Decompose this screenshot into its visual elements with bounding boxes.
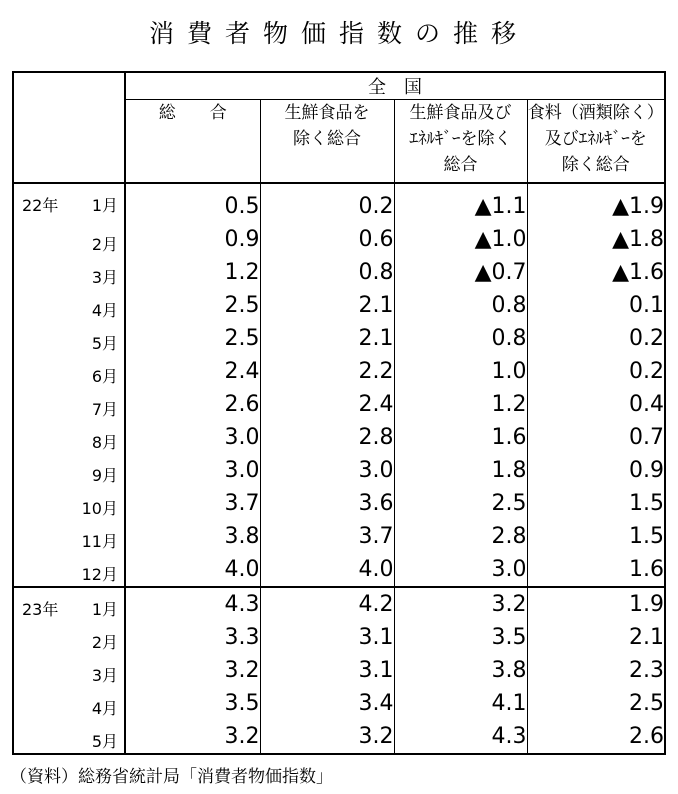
value-cell: 3.8: [125, 520, 260, 553]
value-cell: 0.7: [527, 421, 665, 454]
value-cell: 2.5: [527, 687, 665, 720]
value-cell: 3.2: [125, 720, 260, 754]
value-cell: 0.2: [260, 183, 394, 223]
month-label: 1月: [91, 196, 118, 215]
row-label: [13, 454, 125, 487]
value-cell: 4.3: [394, 720, 527, 754]
row-label: [13, 687, 125, 720]
region-header: 全 国: [125, 72, 665, 100]
column-header-line: 食料（酒類除く）: [527, 103, 664, 123]
value-cell: 0.2: [527, 355, 665, 388]
value-cell: 3.2: [125, 654, 260, 687]
month-label: 11月: [81, 532, 118, 551]
table-row: [13, 553, 665, 587]
cpi-table: [12, 71, 666, 755]
value-cell: ▲1.8: [527, 223, 665, 256]
value-cell: 4.3: [125, 587, 260, 621]
month-label: 7月: [91, 400, 118, 419]
value-cell: ▲1.0: [394, 223, 527, 256]
row-label: [13, 487, 125, 520]
month-label: 3月: [91, 666, 118, 685]
row-label: [13, 223, 125, 256]
row-label: [13, 654, 125, 687]
column-header-line: ｴﾈﾙｷﾞｰを除く: [409, 129, 512, 149]
value-cell: ▲1.9: [527, 183, 665, 223]
month-label: 4月: [91, 699, 118, 718]
value-cell: 3.2: [394, 587, 527, 621]
row-label: [13, 355, 125, 388]
value-cell: 0.9: [527, 454, 665, 487]
value-cell: 2.5: [125, 289, 260, 322]
value-cell: 0.5: [125, 183, 260, 223]
row-label: [13, 520, 125, 553]
table-row: [13, 720, 665, 754]
table-row: [13, 388, 665, 421]
value-cell: 3.7: [125, 487, 260, 520]
value-cell: ▲0.7: [394, 256, 527, 289]
column-header-line: 生鮮食品及び: [409, 103, 512, 123]
value-cell: 0.4: [527, 388, 665, 421]
month-label: 12月: [81, 565, 118, 584]
value-cell: 3.0: [125, 421, 260, 454]
value-cell: 1.5: [527, 487, 665, 520]
value-cell: 2.4: [260, 388, 394, 421]
table-row: [13, 355, 665, 388]
value-cell: 1.5: [527, 520, 665, 553]
value-cell: 4.1: [394, 687, 527, 720]
value-cell: 2.4: [125, 355, 260, 388]
value-cell: 3.6: [260, 487, 394, 520]
value-cell: 2.6: [125, 388, 260, 421]
month-label: 2月: [91, 633, 118, 652]
value-cell: 3.3: [125, 621, 260, 654]
column-header-line: 総合: [443, 155, 478, 175]
table-row: [13, 421, 665, 454]
value-cell: 1.6: [394, 421, 527, 454]
value-cell: 4.0: [125, 553, 260, 587]
row-label: [13, 322, 125, 355]
value-cell: 3.1: [260, 621, 394, 654]
source-note: （資料）総務省統計局「消費者物価指数」: [10, 767, 333, 787]
row-label: [13, 256, 125, 289]
table-row: [13, 520, 665, 553]
value-cell: ▲1.1: [394, 183, 527, 223]
value-cell: 2.8: [260, 421, 394, 454]
value-cell: 4.2: [260, 587, 394, 621]
value-cell: 2.1: [527, 621, 665, 654]
value-cell: 3.1: [260, 654, 394, 687]
column-header-1: [125, 100, 260, 184]
value-cell: 3.4: [260, 687, 394, 720]
table-row: [13, 322, 665, 355]
value-cell: 3.0: [125, 454, 260, 487]
column-header-line: 及びｴﾈﾙｷﾞｰを: [544, 129, 647, 149]
value-cell: 1.2: [394, 388, 527, 421]
month-label: 10月: [81, 499, 118, 518]
value-cell: 0.8: [260, 256, 394, 289]
value-cell: 0.8: [394, 322, 527, 355]
value-cell: 0.1: [527, 289, 665, 322]
row-label: [13, 553, 125, 587]
value-cell: 0.6: [260, 223, 394, 256]
value-cell: 4.0: [260, 553, 394, 587]
month-label: 3月: [91, 268, 118, 287]
month-label: 5月: [91, 334, 118, 353]
table-row: [13, 256, 665, 289]
table-row: [13, 454, 665, 487]
value-cell: 3.2: [260, 720, 394, 754]
table-row: [13, 223, 665, 256]
row-label: [13, 289, 125, 322]
row-label: [13, 421, 125, 454]
value-cell: 0.8: [394, 289, 527, 322]
value-cell: 3.5: [394, 621, 527, 654]
value-cell: 2.5: [125, 322, 260, 355]
value-cell: ▲1.6: [527, 256, 665, 289]
value-cell: 2.2: [260, 355, 394, 388]
month-label: 1月: [91, 600, 118, 619]
header-stub-cell: [13, 72, 125, 183]
table-row: [13, 687, 665, 720]
column-header-2: [260, 100, 394, 184]
column-header-line: 生鮮食品を: [284, 103, 370, 123]
value-cell: 2.6: [527, 720, 665, 754]
value-cell: 1.2: [125, 256, 260, 289]
year-label: 22年: [22, 196, 59, 215]
value-cell: 2.3: [527, 654, 665, 687]
value-cell: 3.7: [260, 520, 394, 553]
month-label: 4月: [91, 301, 118, 320]
value-cell: 1.6: [527, 553, 665, 587]
table-row: [13, 289, 665, 322]
table-row: [13, 587, 665, 621]
month-label: 5月: [91, 732, 118, 751]
value-cell: 3.0: [394, 553, 527, 587]
column-header-4: [527, 100, 665, 184]
column-header-3: [394, 100, 527, 184]
table-row: [13, 621, 665, 654]
value-cell: 2.1: [260, 322, 394, 355]
month-label: 9月: [91, 466, 118, 485]
month-label: 2月: [91, 235, 118, 254]
column-header-line: 除く総合: [293, 129, 361, 149]
column-header-line: 除く総合: [561, 155, 630, 175]
value-cell: 3.8: [394, 654, 527, 687]
table-row: [13, 487, 665, 520]
value-cell: 2.1: [260, 289, 394, 322]
value-cell: 3.5: [125, 687, 260, 720]
row-label: [13, 720, 125, 754]
table-row: [13, 183, 665, 223]
page-title: 消費者物価指数の推移: [148, 19, 529, 48]
row-label: [13, 183, 125, 223]
month-label: 8月: [91, 433, 118, 452]
value-cell: 1.9: [527, 587, 665, 621]
month-label: 6月: [91, 367, 118, 386]
value-cell: 0.2: [527, 322, 665, 355]
value-cell: 1.8: [394, 454, 527, 487]
table-row: [13, 654, 665, 687]
value-cell: 2.5: [394, 487, 527, 520]
row-label: [13, 621, 125, 654]
year-label: 23年: [22, 600, 59, 619]
value-cell: 2.8: [394, 520, 527, 553]
value-cell: 3.0: [260, 454, 394, 487]
value-cell: 1.0: [394, 355, 527, 388]
column-header-line: 総 合: [158, 103, 227, 123]
row-label: [13, 587, 125, 621]
row-label: [13, 388, 125, 421]
value-cell: 0.9: [125, 223, 260, 256]
